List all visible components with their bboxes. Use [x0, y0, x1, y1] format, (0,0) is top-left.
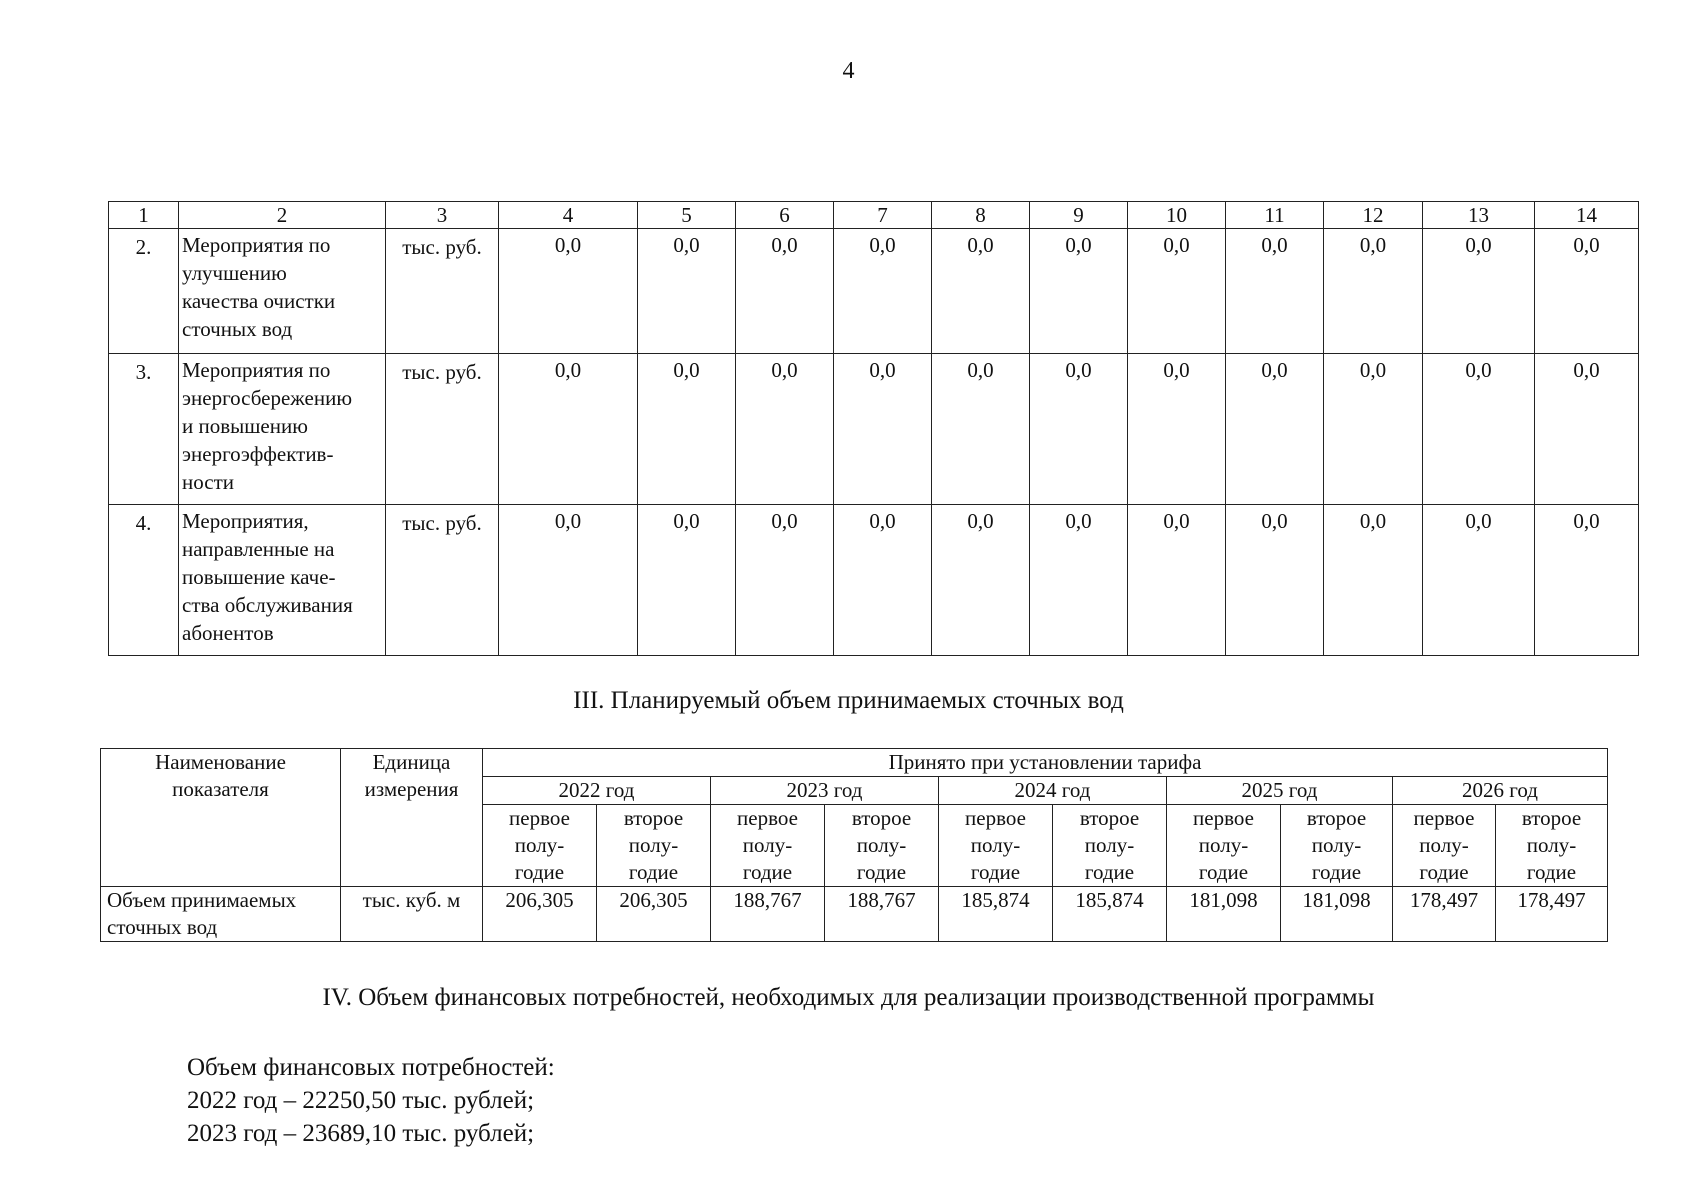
name-line: абонентов [182, 621, 274, 645]
value-cell: 181,098 [1281, 887, 1393, 942]
value-cell: 0,0 [736, 354, 834, 505]
column-number-cell: 14 [1535, 202, 1639, 229]
value-cell: 0,0 [932, 354, 1030, 505]
value-cell: 0,0 [499, 229, 638, 354]
name-line: Объем принимаемых [107, 888, 297, 912]
header-line: измерения [364, 777, 459, 801]
header-line: первое [1413, 806, 1475, 830]
table-row [109, 229, 1639, 354]
table-row [101, 887, 1608, 942]
header-line: полу- [514, 833, 565, 857]
second-half-header [1496, 805, 1608, 887]
header-line: годие [1084, 860, 1135, 884]
second-half-header [825, 805, 939, 887]
name-line: Мероприятия, [182, 509, 309, 533]
value-cell: 178,497 [1496, 887, 1608, 942]
row-number: 4. [109, 505, 179, 656]
second-half-header [1053, 805, 1167, 887]
second-half-header [1281, 805, 1393, 887]
row-number: 2. [109, 229, 179, 354]
name-line: направленные на [182, 537, 335, 561]
value-cell: 0,0 [638, 505, 736, 656]
column-number-cell: 9 [1030, 202, 1128, 229]
value-cell: 0,0 [1423, 505, 1535, 656]
header-line: полу- [1419, 833, 1469, 857]
year-header: 2022 год [483, 777, 711, 805]
value-cell: 0,0 [1226, 505, 1324, 656]
value-cell: 185,874 [1053, 887, 1167, 942]
year-header: 2025 год [1167, 777, 1393, 805]
value-cell: 0,0 [638, 229, 736, 354]
header-line: полу- [1084, 833, 1135, 857]
table-header-row [109, 202, 1639, 229]
header-line: годие [1526, 860, 1577, 884]
name-line: энергосбережению [182, 386, 353, 410]
column-number-cell: 2 [179, 202, 386, 229]
column-number-cell: 1 [109, 202, 179, 229]
header-line: Единица [372, 750, 451, 774]
value-cell: 0,0 [1535, 505, 1639, 656]
first-half-header [1167, 805, 1281, 887]
year-header: 2023 год [711, 777, 939, 805]
header-line: полу- [970, 833, 1021, 857]
value-cell: 0,0 [1324, 229, 1423, 354]
name-line: ства обслуживания [182, 593, 353, 617]
column-number-cell: 4 [499, 202, 638, 229]
value-cell: 181,098 [1167, 887, 1281, 942]
first-half-header [1393, 805, 1496, 887]
indicator-name [101, 887, 341, 942]
table-row [109, 505, 1639, 656]
unit-cell: тыс. руб. [386, 229, 499, 354]
name-line: повышение каче- [182, 565, 336, 589]
name-line: и повышению [182, 414, 308, 438]
header-line: годие [1311, 860, 1362, 884]
header-line: второе [1306, 806, 1367, 830]
name-line: Мероприятия по [182, 233, 331, 257]
table-row [109, 354, 1639, 505]
value-cell: 0,0 [834, 505, 932, 656]
header-line: годие [628, 860, 679, 884]
value-cell: 0,0 [1423, 229, 1535, 354]
header-line: годие [856, 860, 907, 884]
financial-needs-line: 2022 год – 22250,50 тыс. рублей; [187, 1087, 535, 1114]
second-half-header [597, 805, 711, 887]
value-cell: 0,0 [1030, 354, 1128, 505]
value-cell: 0,0 [932, 505, 1030, 656]
column-number-cell: 3 [386, 202, 499, 229]
first-half-header [939, 805, 1053, 887]
unit-cell: тыс. руб. [386, 354, 499, 505]
unit-cell: тыс. куб. м [341, 887, 483, 942]
financial-needs-block [187, 1051, 555, 1150]
value-cell: 0,0 [834, 229, 932, 354]
header-line: первое [509, 806, 570, 830]
value-cell: 0,0 [1535, 354, 1639, 505]
header-line: полу- [856, 833, 907, 857]
name-line: ности [182, 470, 234, 494]
header-line: первое [1193, 806, 1254, 830]
year-header: 2024 год [939, 777, 1167, 805]
header-line: второе [851, 806, 912, 830]
value-cell: 0,0 [1226, 354, 1324, 505]
first-half-header [711, 805, 825, 887]
column-number-cell: 8 [932, 202, 1030, 229]
unit-cell: тыс. руб. [386, 505, 499, 656]
value-cell: 0,0 [1128, 229, 1226, 354]
value-cell: 188,767 [711, 887, 825, 942]
value-cell: 178,497 [1393, 887, 1496, 942]
name-line: энергоэффектив- [182, 442, 334, 466]
header-line: годие [970, 860, 1021, 884]
value-cell: 0,0 [1324, 505, 1423, 656]
section-3-heading: III. Планируемый объем принимаемых сточных вод [573, 687, 1124, 714]
indicator-name-header [101, 749, 341, 887]
value-cell: 0,0 [1226, 229, 1324, 354]
header-line: показателя [172, 777, 269, 801]
value-cell: 0,0 [1030, 229, 1128, 354]
value-cell: 206,305 [483, 887, 597, 942]
first-half-header [483, 805, 597, 887]
value-cell: 0,0 [736, 229, 834, 354]
measure-name [179, 505, 386, 656]
header-line: второе [1079, 806, 1140, 830]
measure-name [179, 229, 386, 354]
header-line: первое [737, 806, 798, 830]
name-line: улучшению [182, 261, 287, 285]
name-line: Мероприятия по [182, 358, 331, 382]
value-cell: 0,0 [1128, 354, 1226, 505]
section-4-heading: IV. Объем финансовых потребностей, необходимых для реализации производственной программы [322, 984, 1375, 1011]
header-line: годие [742, 860, 793, 884]
header-line: полу- [1311, 833, 1362, 857]
header-line: годие [1198, 860, 1249, 884]
table-header-row [101, 749, 1608, 777]
value-cell: 206,305 [597, 887, 711, 942]
name-line: качества очистки [182, 289, 336, 313]
column-number-cell: 6 [736, 202, 834, 229]
value-cell: 0,0 [499, 505, 638, 656]
column-number-cell: 12 [1324, 202, 1423, 229]
value-cell: 0,0 [499, 354, 638, 505]
page-number: 4 [842, 58, 855, 84]
value-cell: 0,0 [1128, 505, 1226, 656]
financial-needs-intro: Объем финансовых потребностей: [187, 1054, 555, 1081]
tariff-group-header: Принято при установлении тарифа [483, 749, 1608, 777]
column-number-cell: 7 [834, 202, 932, 229]
value-cell: 0,0 [1324, 354, 1423, 505]
header-line: первое [965, 806, 1026, 830]
header-line: полу- [1526, 833, 1577, 857]
measure-name [179, 354, 386, 505]
header-line: второе [1521, 806, 1582, 830]
column-number-cell: 10 [1128, 202, 1226, 229]
year-header: 2026 год [1393, 777, 1608, 805]
header-line: годие [1419, 860, 1469, 884]
header-line: годие [514, 860, 565, 884]
header-line: второе [623, 806, 684, 830]
value-cell: 0,0 [834, 354, 932, 505]
value-cell: 0,0 [1535, 229, 1639, 354]
row-number: 3. [109, 354, 179, 505]
value-cell: 188,767 [825, 887, 939, 942]
value-cell: 0,0 [1423, 354, 1535, 505]
value-cell: 185,874 [939, 887, 1053, 942]
value-cell: 0,0 [1030, 505, 1128, 656]
wastewater-volume-table [100, 748, 1608, 942]
header-line: полу- [628, 833, 679, 857]
name-line: сточных вод [182, 317, 293, 341]
header-line: полу- [1198, 833, 1249, 857]
header-line: полу- [742, 833, 793, 857]
unit-header [341, 749, 483, 887]
column-number-cell: 5 [638, 202, 736, 229]
header-line: Наименование [155, 750, 286, 774]
column-number-cell: 13 [1423, 202, 1535, 229]
program-measures-table [108, 201, 1639, 656]
column-number-cell: 11 [1226, 202, 1324, 229]
value-cell: 0,0 [932, 229, 1030, 354]
value-cell: 0,0 [638, 354, 736, 505]
value-cell: 0,0 [736, 505, 834, 656]
name-line: сточных вод [107, 915, 218, 939]
financial-needs-line: 2023 год – 23689,10 тыс. рублей; [187, 1120, 535, 1147]
